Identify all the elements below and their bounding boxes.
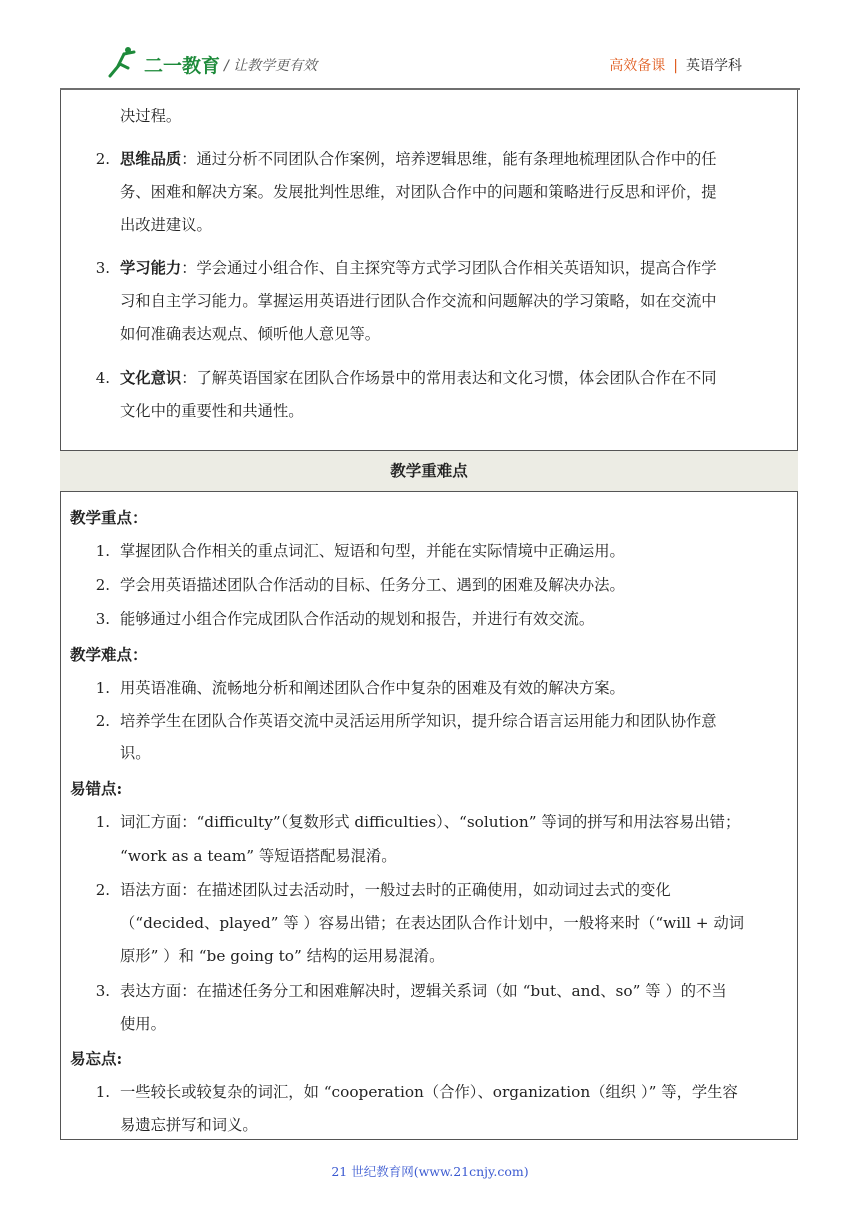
list-item: 培养学生在团队合作英语交流中灵活运用所学知识，提升综合语言运用能力和团队协作意 (120, 712, 717, 730)
list-number: 2. (95, 881, 110, 899)
svg-text:二一教育: 二一教育 (144, 55, 221, 77)
item-text: ：通过分析不同团队合作案例，培养逻辑思维，能有条理地梳理团队合作中的任 (181, 150, 717, 168)
item-line: 习和自主学习能力。掌握运用英语进行团队合作交流和问题解决的学习策略，如在交流中 (120, 292, 717, 310)
item-title: 文化意识 (120, 369, 182, 387)
list-item: 掌握团队合作相关的重点词汇、短语和句型，并能在实际情境中正确运用。 (120, 542, 625, 560)
item-line: 出改进建议。 (120, 216, 212, 234)
slogan: / 让教学更有效 (224, 58, 318, 74)
list-item: 用英语准确、流畅地分析和阐述团队合作中复杂的困难及有效的解决方案。 (120, 679, 625, 697)
list-number: 2. (95, 576, 110, 594)
list-number: 3. (95, 982, 110, 1000)
list-number: 1. (95, 1083, 110, 1101)
list-number: 1. (95, 542, 110, 560)
item-line: 如何准确表达观点、倾听他人意见等。 (120, 325, 381, 343)
list-item (120, 143, 717, 175)
intro-tail: 决过程。 (120, 107, 182, 125)
list-item: 学会用英语描述团队合作活动的目标、任务分工、遇到的困难及解决办法。 (120, 576, 625, 594)
header-separator: | (673, 58, 678, 74)
logo (104, 46, 224, 82)
item-text: ：了解英语国家在团队合作场景中的常用表达和文化习惯，体会团队合作在不同 (181, 369, 717, 387)
list-number: 3. (95, 610, 110, 628)
error-points-label: 易错点: (70, 779, 123, 798)
item-line: 文化中的重要性和共通性。 (120, 402, 304, 420)
item-line: 原形” ）和 “be going to” 结构的运用易混淆。 (120, 947, 445, 965)
item-line: （“decided、played” 等 ）容易出错；在表达团队合作计划中，一般将来时（“will + 动词 (120, 914, 745, 932)
page-footer: 21 世纪教育网(www.21cnjy.com) (331, 1164, 529, 1179)
list-item: 语法方面：在描述团队过去活动时，一般过去时的正确使用，如动词过去式的变化 (120, 881, 671, 899)
list-number: 3. (95, 259, 110, 277)
item-title: 学习能力 (120, 259, 182, 277)
list-item: 能够通过小组合作完成团队合作活动的规划和报告，并进行有效交流。 (120, 610, 595, 628)
item-line: 使用。 (120, 1015, 166, 1033)
item-line: 易遗忘拼写和词义。 (120, 1116, 258, 1134)
item-line: “work as a team” 等短语搭配易混淆。 (120, 847, 397, 865)
header-subject-name: 英语学科 (686, 58, 742, 74)
list-item (120, 362, 717, 394)
header-subject (609, 55, 742, 75)
header-tag: 高效备课 (609, 58, 666, 74)
difficult-points-label: 教学难点： (70, 645, 148, 664)
list-item: 表达方面：在描述任务分工和困难解决时，逻辑关系词（如 “but、and、so” 等 ）的不当 (120, 982, 727, 1000)
list-number: 4. (95, 369, 110, 387)
item-line: 识。 (120, 744, 151, 762)
forget-points-label: 易忘点: (70, 1049, 123, 1068)
list-item: 词汇方面：“difficulty”（复数形式 difficulties）、“solution” 等词的拼写和用法容易出错； (120, 813, 741, 831)
key-points-label: 教学重点： (70, 508, 148, 527)
item-title: 思维品质 (120, 150, 182, 168)
section-title: 教学重难点 (60, 450, 798, 492)
list-number: 1. (95, 679, 110, 697)
item-line: 务、困难和解决方案。发展批判性思维，对团队合作中的问题和策略进行反思和评价，提 (120, 183, 717, 201)
list-item (120, 252, 717, 284)
list-item: 一些较长或较复杂的词汇，如 “cooperation（合作）、organization（组织 ）” 等，学生容 (120, 1083, 738, 1101)
list-number: 1. (95, 813, 110, 831)
list-number: 2. (95, 150, 110, 168)
page-header (0, 0, 860, 88)
list-number: 2. (95, 712, 110, 730)
item-text: ：学会通过小组合作、自主探究等方式学习团队合作相关英语知识，提高合作学 (181, 259, 717, 277)
